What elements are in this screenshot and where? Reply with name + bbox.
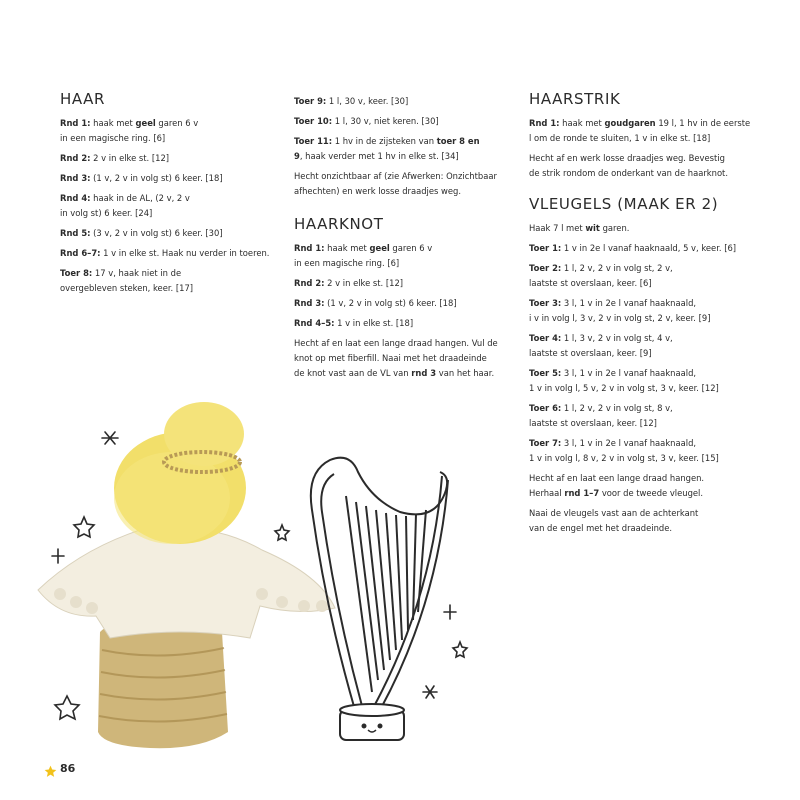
star-outline-icon	[275, 525, 289, 540]
vleugels-row-1: Toer 1: 1 v in 2e l vanaf haaknaald, 5 v, keer. [6]	[529, 243, 737, 253]
toer-11: Toer 11: 1 hv in de zijsteken van toer 8 en 9, haak verder met 1 hv in elke st. [34]	[294, 136, 480, 161]
haarstrik-rnd-1: Rnd 1: haak met goudgaren 19 l, 1 hv in de eerste l om de ronde te sluiten, 1 v in elke st. [18]	[529, 118, 751, 143]
vleugels-rows	[529, 241, 769, 466]
vleugels-row-2: Toer 2: 1 l, 2 v, 2 v in volg st, 2 v, laatste st overslaan, keer. [6]	[529, 263, 673, 288]
column-right	[529, 90, 769, 541]
vleugels-row-5: Toer 5: 3 l, 1 v in 2e l vanaf haaknaald, 1 v in volg l, 5 v, 2 v in volg st, 3 v, keer. [12]	[529, 368, 719, 393]
haar-row-5: Rnd 5: (3 v, 2 v in volg st) 6 keer. [30]	[60, 228, 223, 238]
haarknot-rnd-1: Rnd 1: haak met geel garen 6 v in een magische ring. [6]	[294, 243, 433, 268]
vleugels-intro: Haak 7 l met wit garen.	[529, 223, 630, 233]
section-title-vleugels: VLEUGELS (MAAK ER 2)	[529, 195, 719, 213]
vleugels-sew: Naai de vleugels vast aan de achterkant van de engel met het draadeinde.	[529, 508, 699, 533]
haar-row-1: Rnd 1: haak met geel garen 6 v in een magische ring. [6]	[60, 118, 199, 143]
toer-10: Toer 10: 1 l, 30 v, niet keren. [30]	[294, 116, 439, 126]
vleugels-finish: Hecht af en laat een lange draad hangen. Herhaal rnd 1–7 voor de tweede vleugel.	[529, 473, 705, 498]
haar-row-6: Rnd 6–7: 1 v in elke st. Haak nu verder in toeren.	[60, 248, 270, 258]
finish-instructions: Hecht onzichtbaar af (zie Afwerken: Onzichtbaar afhechten) en werk losse draadjes weg.	[294, 171, 497, 196]
star-icon	[44, 765, 57, 778]
angel-harp-illustration	[0, 380, 520, 760]
harp-line-art	[311, 458, 448, 740]
toer-9: Toer 9: 1 l, 30 v, keer. [30]	[294, 96, 409, 106]
star-outline-icon	[55, 696, 79, 719]
column-haar	[60, 90, 270, 301]
section-title-haarstrik: HAARSTRIK	[529, 90, 621, 108]
haarknot-rnd-2: Rnd 2: 2 v in elke st. [12]	[294, 278, 404, 288]
haar-row-2: Rnd 2: 2 v in elke st. [12]	[60, 153, 170, 163]
haarstrik-finish: Hecht af en werk losse draadjes weg. Bevestig de strik rondom de onderkant van de haarknot.	[529, 153, 729, 178]
haarknot-finish: Hecht af en laat een lange draad hangen. Vul de knot op met fiberfill. Naai met het draadeinde de knot vast aan de VL van rnd 3 van het haar.	[294, 338, 498, 378]
vleugels-row-3: Toer 3: 3 l, 1 v in 2e l vanaf haaknaald, i v in volg l, 3 v, 2 v in volg st, 2 v, keer. [9]	[529, 298, 711, 323]
asterisk-sparkle-icon	[423, 686, 437, 698]
plus-sparkle-icon	[52, 549, 64, 563]
haar-rows	[60, 116, 270, 296]
vleugels-row-6: Toer 6: 1 l, 2 v, 2 v in volg st, 8 v, laatste st overslaan, keer. [12]	[529, 403, 673, 428]
vleugels-row-7: Toer 7: 3 l, 1 v in 2e l vanaf haaknaald, 1 v in volg l, 8 v, 2 v in volg st, 3 v, keer. [15]	[529, 438, 719, 463]
haar-row-4: Rnd 4: haak in de AL, (2 v, 2 v in volg st) 6 keer. [24]	[60, 193, 190, 218]
haarknot-rnd-4-5: Rnd 4–5: 1 v in elke st. [18]	[294, 318, 414, 328]
haar-row-3: Rnd 3: (1 v, 2 v in volg st) 6 keer. [18]	[60, 173, 223, 183]
asterisk-sparkle-icon	[102, 432, 118, 444]
section-title-haar: HAAR	[60, 90, 106, 108]
page-number: 86	[60, 762, 76, 775]
vleugels-row-4: Toer 4: 1 l, 3 v, 2 v in volg st, 4 v, laatste st overslaan, keer. [9]	[529, 333, 673, 358]
haar-row-7: Toer 8: 17 v, haak niet in de overgebleven steken, keer. [17]	[60, 268, 194, 293]
section-title-haarknot: HAARKNOT	[294, 215, 384, 233]
star-outline-icon	[453, 642, 467, 657]
haarknot-rnd-3: Rnd 3: (1 v, 2 v in volg st) 6 keer. [18]	[294, 298, 457, 308]
plus-sparkle-icon	[444, 605, 456, 619]
star-outline-icon	[74, 517, 94, 537]
crochet-angel	[38, 402, 335, 748]
column-middle	[294, 94, 504, 386]
